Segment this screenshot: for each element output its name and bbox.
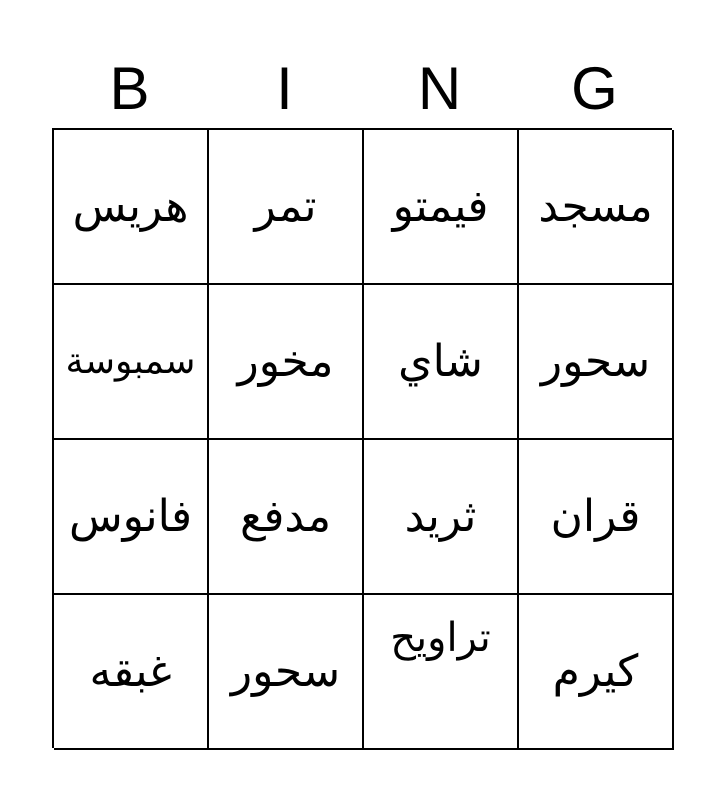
bingo-cell[interactable]: غبقه <box>54 595 209 750</box>
bingo-cell[interactable]: كيرم <box>519 595 674 750</box>
bingo-cell[interactable]: هريس <box>54 130 209 285</box>
header-letter-n: N <box>417 55 462 122</box>
bingo-cell[interactable]: سمبوسة <box>54 285 209 440</box>
header-letter-g: G <box>571 55 618 122</box>
bingo-grid <box>52 128 672 748</box>
bingo-cell[interactable]: تمر <box>209 130 364 285</box>
bingo-cell[interactable]: مخور <box>209 285 364 440</box>
bingo-cell[interactable]: فانوس <box>54 440 209 595</box>
bingo-cell[interactable]: فيمتو <box>364 130 519 285</box>
header-letter-i: I <box>276 55 293 122</box>
bingo-header <box>52 50 672 128</box>
bingo-cell[interactable]: شاي <box>364 285 519 440</box>
bingo-cell[interactable]: مدفع <box>209 440 364 595</box>
bingo-cell[interactable]: ثريد <box>364 440 519 595</box>
bingo-cell[interactable]: تراويح <box>364 595 519 750</box>
bingo-cell[interactable]: سحور <box>209 595 364 750</box>
header-letter-b: B <box>109 55 150 122</box>
bingo-cell[interactable]: سحور <box>519 285 674 440</box>
bingo-cell[interactable]: قران <box>519 440 674 595</box>
bingo-cell[interactable]: مسجد <box>519 130 674 285</box>
